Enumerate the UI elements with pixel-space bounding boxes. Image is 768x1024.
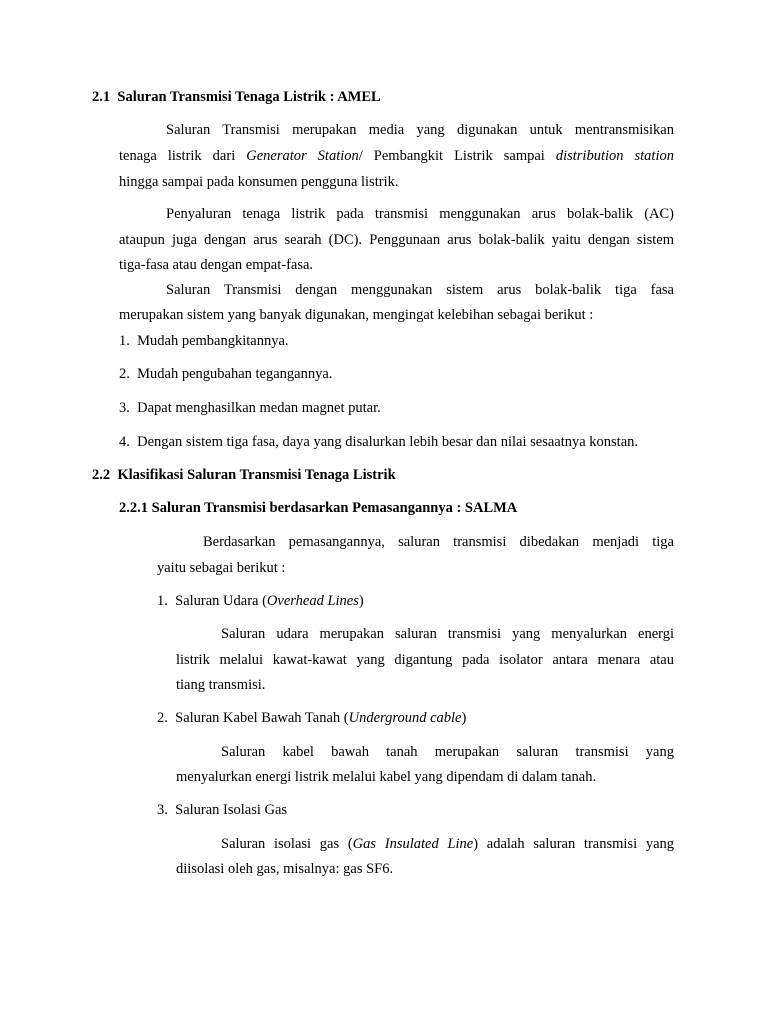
paragraph-line: diisolasi oleh gas, misalnya: gas SF6. xyxy=(176,861,394,877)
paragraph-line: Berdasarkan pemasangannya, saluran transmisi dibedakan menjadi tiga xyxy=(203,534,674,550)
list-number: 2. xyxy=(157,710,168,726)
list-text: Dengan sistem tiga fasa, daya yang disalurkan lebih besar dan nilai sesaatnya konstan. xyxy=(137,434,639,450)
text-run: Saluran isolasi gas ( xyxy=(221,836,353,852)
paragraph-line: ataupun juga dengan arus searah (DC). Penggunaan arus bolak-balik yaitu dengan sistem xyxy=(119,232,674,248)
text-run: ) adalah saluran transmisi yang xyxy=(473,836,675,852)
list-item xyxy=(119,432,638,452)
list-number: 4. xyxy=(119,434,130,450)
list-number: 3. xyxy=(157,802,168,818)
list-item xyxy=(119,364,332,384)
list-number: 1. xyxy=(157,593,168,609)
paragraph-line: listrik melalui kawat-kawat yang digantung pada isolator antara menara atau xyxy=(176,652,674,668)
text-run: tenaga listrik dari xyxy=(119,148,247,164)
text-run: Saluran Udara ( xyxy=(175,593,267,609)
text-run: ) xyxy=(358,593,364,609)
text-run: Saluran Kabel Bawah Tanah ( xyxy=(175,710,349,726)
list-text: Mudah pengubahan tegangannya. xyxy=(137,366,333,382)
list-text: Mudah pembangkitannya. xyxy=(137,333,289,349)
section-title: Klasifikasi Saluran Transmisi Tenaga Listrik xyxy=(117,467,396,483)
italic-term: Overhead Lines xyxy=(266,593,359,609)
subsection-heading-2-2-1: 2.2.1 Saluran Transmisi berdasarkan Pemasangannya : SALMA xyxy=(119,500,518,516)
list-number: 1. xyxy=(119,333,130,349)
list-text: Saluran Isolasi Gas xyxy=(175,802,288,818)
list-number: 2. xyxy=(119,366,130,382)
list-item xyxy=(119,398,381,418)
italic-term: Underground cable xyxy=(348,710,462,726)
section-heading-2-1 xyxy=(92,87,381,107)
section-number: 2.2 xyxy=(92,467,111,483)
list-item-title xyxy=(157,591,364,611)
list-number: 3. xyxy=(119,400,130,416)
list-item-title xyxy=(157,800,287,820)
list-item xyxy=(119,331,289,351)
italic-term: Gas Insulated Line xyxy=(352,836,474,852)
paragraph-line xyxy=(119,146,674,166)
paragraph-line: Penyaluran tenaga listrik pada transmisi menggunakan arus bolak-balik (AC) xyxy=(166,206,674,222)
paragraph-line: Saluran Transmisi dengan menggunakan sistem arus bolak-balik tiga fasa xyxy=(166,282,674,298)
italic-term: distribution station xyxy=(555,148,674,164)
text-run: / Pembangkit Listrik sampai xyxy=(358,148,556,164)
italic-term: Generator Station xyxy=(246,148,359,164)
paragraph-line: Saluran kabel bawah tanah merupakan saluran transmisi yang xyxy=(221,744,674,760)
paragraph-line: Saluran udara merupakan saluran transmisi yang menyalurkan energi xyxy=(221,626,674,642)
paragraph-line: menyalurkan energi listrik melalui kabel yang dipendam di dalam tanah. xyxy=(176,769,597,785)
list-text: Dapat menghasilkan medan magnet putar. xyxy=(137,400,381,416)
section-title: Saluran Transmisi Tenaga Listrik : AMEL xyxy=(117,89,381,105)
paragraph-line: merupakan sistem yang banyak digunakan, mengingat kelebihan sebagai berikut : xyxy=(119,307,594,323)
paragraph-line: hingga sampai pada konsumen pengguna listrik. xyxy=(119,174,399,190)
section-heading-2-2 xyxy=(92,465,396,485)
paragraph-line: yaitu sebagai berikut : xyxy=(157,560,286,576)
list-item-title xyxy=(157,708,466,728)
paragraph-line xyxy=(221,834,674,854)
paragraph-line: tiang transmisi. xyxy=(176,677,266,693)
section-number: 2.1 xyxy=(92,89,111,105)
paragraph-line: Saluran Transmisi merupakan media yang digunakan untuk mentransmisikan xyxy=(166,122,674,138)
paragraph-line: tiga-fasa atau dengan empat-fasa. xyxy=(119,257,314,273)
text-run: ) xyxy=(461,710,467,726)
